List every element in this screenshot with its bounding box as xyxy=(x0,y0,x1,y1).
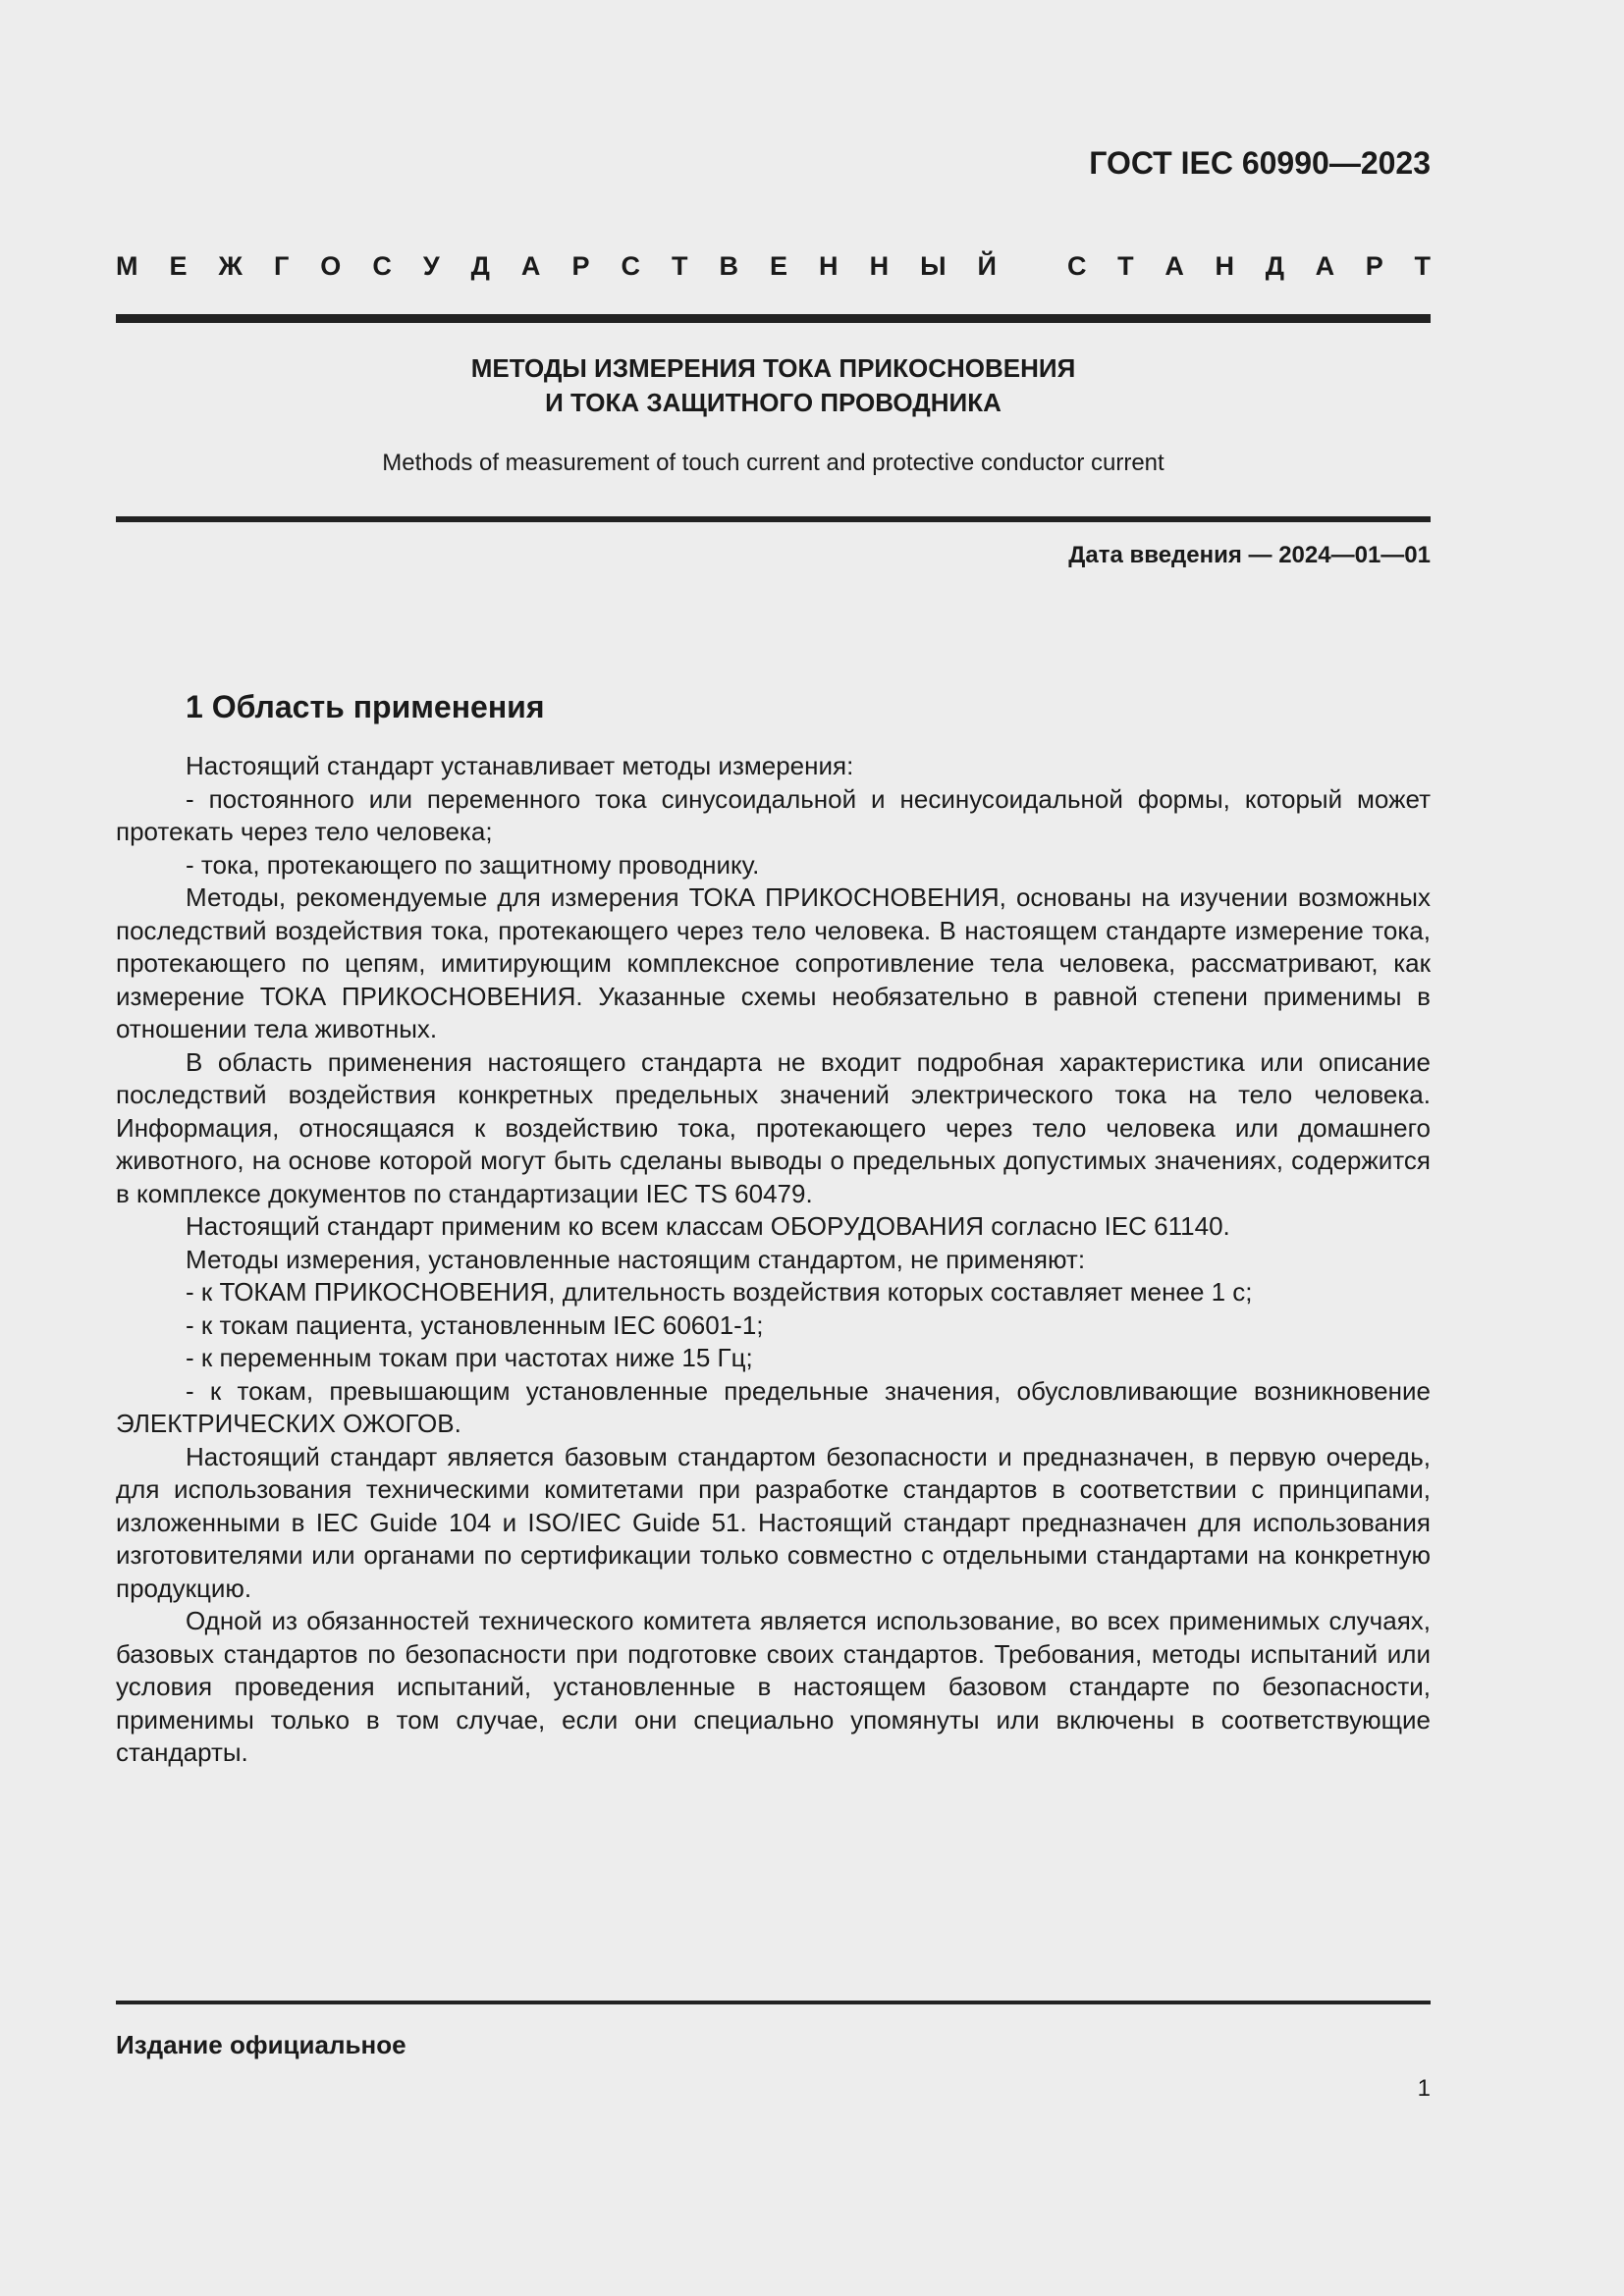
edition-label: Издание официальное xyxy=(116,2030,406,2059)
banner-letter: А xyxy=(1315,251,1335,281)
document-title xyxy=(116,351,1431,420)
banner-letter: Т xyxy=(671,251,688,281)
standard-banner xyxy=(116,251,1431,282)
title-line-1: МЕТОДЫ ИЗМЕРЕНИЯ ТОКА ПРИКОСНОВЕНИЯ xyxy=(470,353,1076,383)
banner-letter: Н xyxy=(819,251,839,281)
banner-letter: У xyxy=(422,251,440,281)
paragraph: Методы измерения, установленные настоящим стандартом, не применяют: xyxy=(186,1244,1086,1274)
paragraph: Настоящий стандарт устанавливает методы измерения: xyxy=(186,751,854,780)
list-item: - к переменным токам при частотах ниже 15 Гц; xyxy=(186,1343,753,1372)
paragraph: Настоящий стандарт применим ко всем классам ОБОРУДОВАНИЯ согласно IEC 61140. xyxy=(186,1211,1230,1241)
footer-divider xyxy=(116,2001,1431,2004)
banner-letter: В xyxy=(719,251,738,281)
section-body xyxy=(116,750,1431,1770)
banner-letter: Ж xyxy=(218,251,243,281)
banner-letter: О xyxy=(320,251,342,281)
banner-letter: Т xyxy=(1414,251,1431,281)
list-item: - постоянного или переменного тока синусоидальной и несинусоидальной формы, который может протекать через тело человека; xyxy=(116,783,1431,846)
list-item: - к ТОКАМ ПРИКОСНОВЕНИЯ, длительность воздействия которых составляет менее 1 с; xyxy=(186,1277,1253,1307)
list-item: - тока, протекающего по защитному проводнику. xyxy=(186,849,760,880)
paragraph: В область применения настоящего стандарта не входит подробная характеристика или описание последствий воздействия конкретных предельных значений электрического тока на тело человека. Информация, относящаяся к воздействию тока, протекающего через тело человека или домашнего животного, на основе которой могут быть сделаны выводы о предельных допустимых значениях, содержится в комплексе документов по стандартизации IEC TS 60479. xyxy=(116,1046,1431,1208)
document-code: ГОСТ IEC 60990—2023 xyxy=(1089,145,1431,181)
banner-letter: Е xyxy=(169,251,188,281)
title-divider xyxy=(116,516,1431,522)
list-item: - к токам, превышающим установленные предельные значения, обусловливающие возникновение ЭЛЕКТРИЧЕСКИХ ОЖОГОВ. xyxy=(116,1375,1431,1438)
section-heading: 1 Область применения xyxy=(186,689,545,724)
banner-letter: Й xyxy=(977,251,997,281)
banner-letter: Н xyxy=(1215,251,1235,281)
banner-letter: Ы xyxy=(920,251,947,281)
banner-letter: Т xyxy=(1117,251,1134,281)
banner-letter: Д xyxy=(470,251,490,281)
banner-letter: А xyxy=(520,251,541,281)
list-item: - к токам пациента, установленным IEC 60601-1; xyxy=(186,1309,764,1340)
paragraph: Настоящий стандарт является базовым стандартом безопасности и предназначен, в первую очередь, для использования техническими комитетами при разработке стандартов в соответствии с принципами, изложенными в IEC Guide 104 и ISO/IEC Guide 51. Настоящий стандарт предназначен для использования изготовителями или органами по сертификации только совместно с отдельными стандартами на конкретную продукцию. xyxy=(116,1441,1431,1603)
banner-letter: С xyxy=(372,251,392,281)
banner-word-standard xyxy=(1067,251,1431,282)
banner-letter: М xyxy=(116,251,138,281)
paragraph: Одной из обязанностей технического комитета является использование, во всех применимых случаях, базовых стандартов по безопасности при подготовке своих стандартов. Требования, методы испытаний или условия проведения испытаний, установленные в настоящем базовом стандарте по безопасности, применимы только в том случае, если они специально упомянуты или включены в соответствующие стандарты. xyxy=(116,1606,1431,1767)
banner-letter: Е xyxy=(770,251,788,281)
page-number: 1 xyxy=(1417,2075,1431,2102)
banner-letter: С xyxy=(621,251,640,281)
banner-letter: А xyxy=(1164,251,1184,281)
english-title: Methods of measurement of touch current and protective conductor current xyxy=(382,450,1164,476)
banner-letter: Н xyxy=(869,251,890,281)
header-divider xyxy=(116,314,1431,323)
banner-word-interstate xyxy=(116,251,997,282)
banner-letter: Р xyxy=(1365,251,1383,281)
paragraph: Методы, рекомендуемые для измерения ТОКА ПРИКОСНОВЕНИЯ, основаны на изучении возможных последствий воздействия тока, протекающего через тело человека. В настоящем стандарте измерение тока, протекающего по цепям, имитирующим комплексное сопротивление тела человека, рассматривают, как измерение ТОКА ПРИКОСНОВЕНИЯ. Указанные схемы необязательно в равной степени применимы в отношении тела животных. xyxy=(116,882,1431,1043)
banner-letter: Д xyxy=(1265,251,1284,281)
banner-letter: Г xyxy=(273,251,290,281)
title-line-2: И ТОКА ЗАЩИТНОГО ПРОВОДНИКА xyxy=(545,388,1001,417)
banner-letter: Р xyxy=(571,251,590,281)
introduction-date: Дата введения — 2024—01—01 xyxy=(1068,542,1431,568)
banner-letter: С xyxy=(1067,251,1087,281)
